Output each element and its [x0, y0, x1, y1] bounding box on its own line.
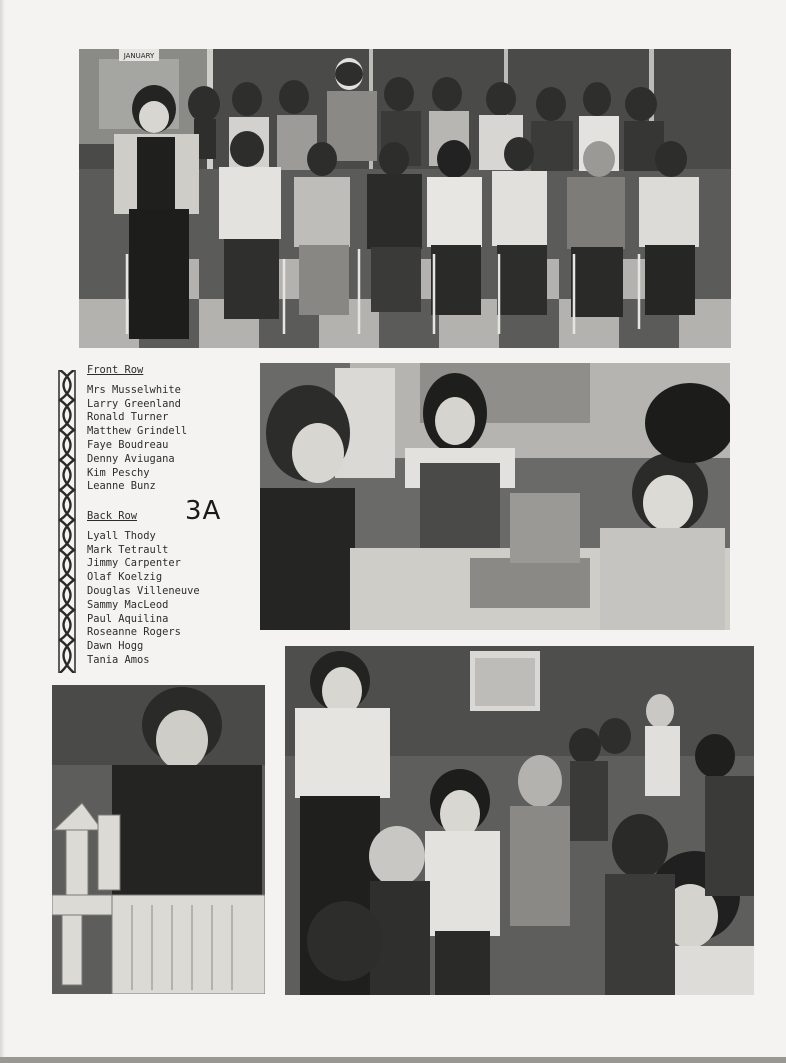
page-bottom-edge — [0, 1057, 786, 1063]
back-row-name: Paul Aquilina — [87, 612, 169, 625]
front-row-name: Faye Boudreau — [87, 438, 169, 451]
back-row-name: Olaf Koelzig — [87, 571, 163, 584]
back-row-caption — [87, 510, 200, 668]
teacher-and-students-photo — [285, 646, 754, 995]
back-row-name: Douglas Villeneuve — [87, 584, 200, 597]
front-row-name: Matthew Grindell — [87, 425, 188, 438]
front-row-name: Leanne Bunz — [87, 480, 156, 493]
celtic-knot-border — [58, 370, 76, 673]
craft-table-photo — [260, 363, 730, 630]
back-row-heading: Back Row — [87, 510, 138, 522]
back-row-name: Dawn Hogg — [87, 640, 144, 653]
back-row-name: Jimmy Carpenter — [87, 557, 181, 570]
front-row-name: Mrs Musselwhite — [87, 383, 181, 396]
class-label: 3A — [185, 496, 222, 526]
calendar-sign-text: JANUARY — [123, 52, 155, 60]
front-row-name: Denny Aviugana — [87, 452, 175, 465]
front-row-name: Kim Peschy — [87, 466, 150, 479]
front-row-caption — [87, 364, 187, 494]
class-group-photo — [79, 49, 731, 348]
back-row-name: Roseanne Rogers — [87, 626, 181, 639]
back-row-name: Lyall Thody — [87, 529, 156, 542]
front-row-name: Larry Greenland — [87, 397, 181, 410]
front-row-name: Ronald Turner — [87, 411, 169, 424]
front-row-heading: Front Row — [87, 364, 144, 376]
block-building-photo — [52, 685, 265, 994]
back-row-name: Tania Amos — [87, 653, 150, 666]
back-row-name: Sammy MacLeod — [87, 598, 169, 611]
page-edge-shadow — [0, 0, 5, 1063]
back-row-name: Mark Tetrault — [87, 543, 169, 556]
